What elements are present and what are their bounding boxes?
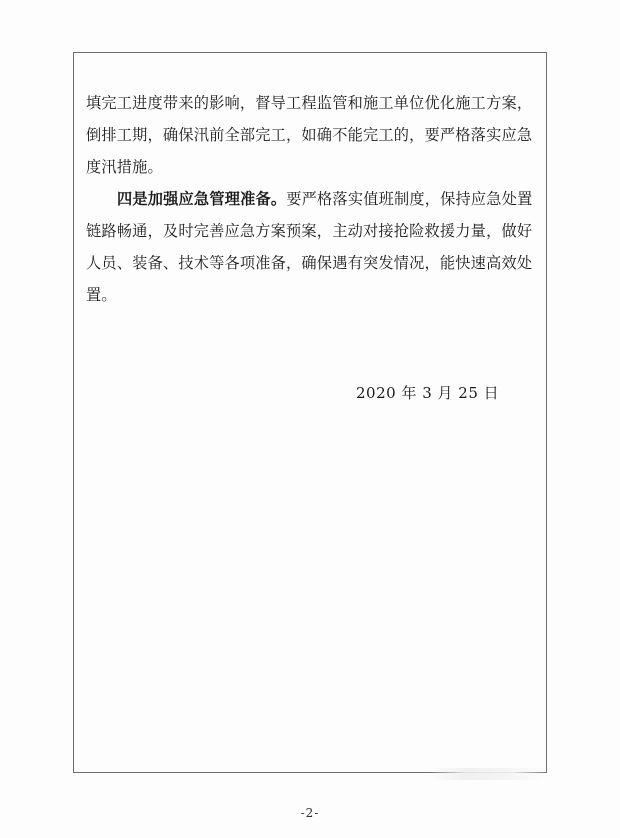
document-date: 2020 年 3 月 25 日 [356,384,500,402]
text-line: 倒排工期，确保汛前全部完工，如确不能完工的，要严格落实应急 [86,126,533,144]
text-line: 置。 [86,286,117,304]
text-line: 填完工进度带来的影响，督导工程监管和施工单位优化施工方案， [86,94,533,112]
text-line: 链路畅通，及时完善应急方案预案，主动对接抢险救援力量，做好 [86,222,533,240]
paragraph-heading: 四是加强应急管理准备。 [117,190,287,208]
scan-artifact [430,768,548,780]
text-span: 要严格落实值班制度，保持应急处置 [286,190,533,208]
paragraph-four-first-line [86,183,556,215]
text-line: 人员、装备、技术等各项准备，确保遇有突发情况，能快速高效处 [86,254,533,272]
text-line: 度汛措施。 [86,158,163,176]
body-text [86,87,556,311]
page-number: -2- [300,806,320,820]
